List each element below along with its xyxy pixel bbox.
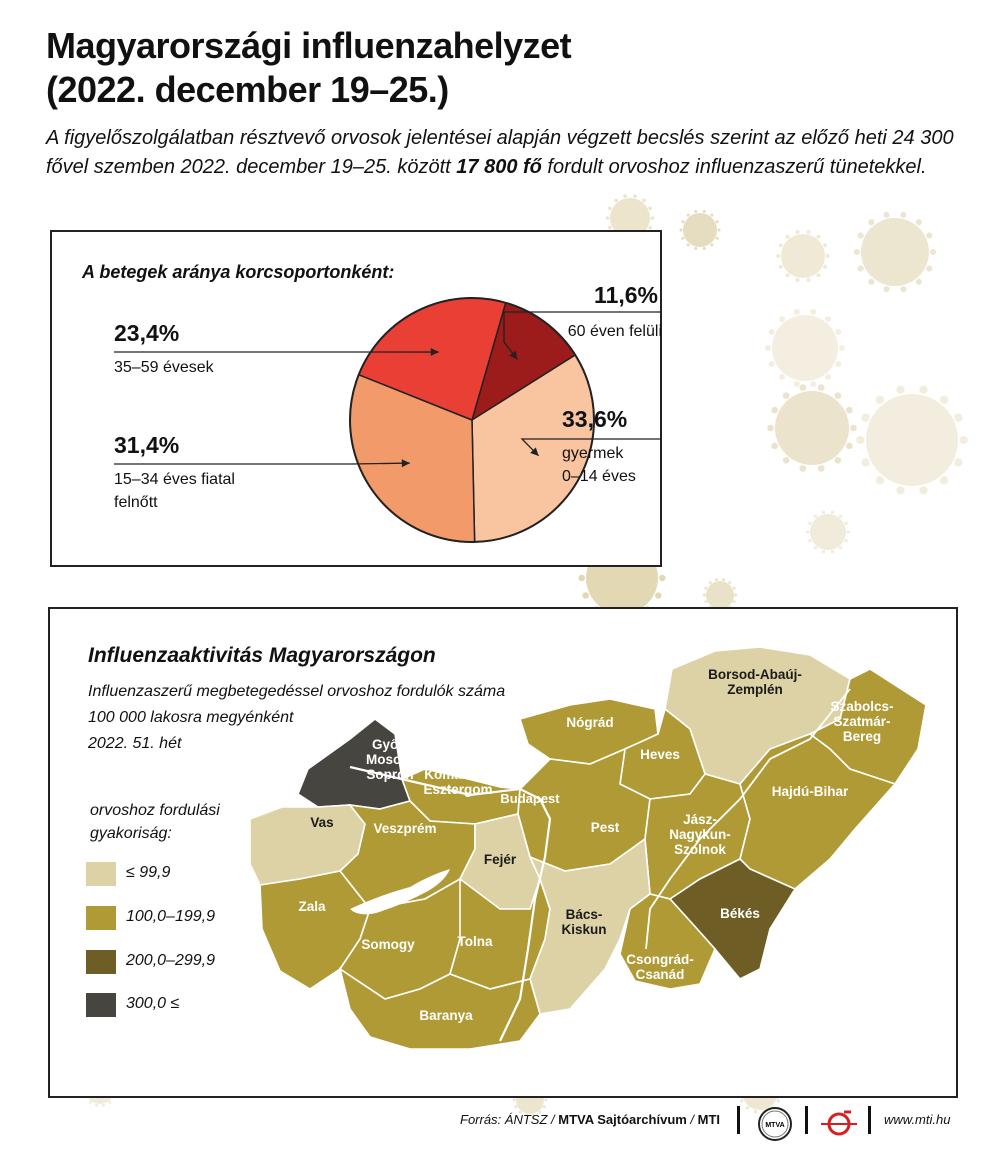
- county-label: Komárom-: [424, 767, 492, 782]
- county-label: Nagykun-: [669, 827, 731, 842]
- county-label: Szatmár-: [833, 714, 891, 729]
- pie-leader-line: [114, 463, 410, 464]
- title-line-1: Magyarországi influenzahelyzet: [46, 25, 572, 66]
- county-label: Baranya: [419, 1008, 473, 1023]
- map-subtitle-line-2: 100 000 lakosra megyénként: [88, 709, 294, 726]
- footer-divider: [805, 1106, 808, 1134]
- map-subtitle-line-1: Influenzaszerű megbetegedéssel orvoshoz fordulók száma: [88, 683, 506, 700]
- pie-value-label-0-14: 33,6%: [562, 406, 628, 432]
- county-label: Győr-: [371, 737, 409, 752]
- pie-category-60plus-text: 60 éven felüli: [567, 323, 662, 340]
- county-label: Heves: [640, 747, 680, 762]
- county-label: Tolna: [457, 934, 493, 949]
- title-line-2: (2022. december 19–25.): [46, 69, 449, 110]
- county-label: Moson-: [366, 752, 414, 767]
- county-label: Békés: [720, 906, 760, 921]
- virus-particle: [767, 384, 857, 471]
- county-label: Szabolcs-: [830, 699, 894, 714]
- legend-item: [86, 950, 286, 982]
- county-label: Pest: [590, 820, 620, 835]
- legend-swatch: [86, 993, 116, 1017]
- county-label: Zemplén: [727, 682, 783, 697]
- legend-item: [86, 906, 286, 938]
- legend-title: [90, 799, 260, 845]
- pie-category-label-0-14-line2: 0–14 éves: [562, 468, 636, 485]
- county-label: Nógrád: [566, 715, 614, 730]
- source-agency: MTI: [697, 1112, 721, 1127]
- mti-logo-icon: [818, 1104, 860, 1144]
- county-label: Somogy: [361, 937, 415, 952]
- intro-text: [46, 124, 976, 182]
- footer-divider: [737, 1106, 740, 1134]
- legend-label: ≤ 99,9: [126, 864, 171, 881]
- county-label: Bács-: [565, 907, 603, 922]
- virus-particle: [806, 511, 850, 554]
- source-archive: MTVA Sajtóarchívum: [558, 1112, 687, 1127]
- legend-item: [86, 993, 286, 1025]
- legend-swatch: [86, 862, 116, 886]
- map-title: Influenzaaktivitás Magyarországon: [88, 644, 436, 667]
- county-label: Sopron: [366, 767, 414, 782]
- county-label: Szolnok: [674, 842, 726, 857]
- pie-value-label-35-59: 23,4%: [114, 320, 180, 346]
- pie-category-label-15-34-line1: 15–34 éves fiatal: [114, 471, 235, 488]
- legend-swatch: [86, 906, 116, 930]
- virus-particle: [776, 230, 829, 282]
- pie-category-label-60plus: [492, 320, 662, 343]
- source-credit: [460, 1112, 720, 1127]
- county-label: Csanád: [635, 967, 685, 982]
- legend-label: 300,0 ≤: [126, 995, 180, 1012]
- mtva-logo-text: MTVA: [765, 1122, 785, 1129]
- legend-title-line-1: orvoshoz fordulási: [90, 802, 220, 819]
- pie-value-60plus-text: 11,6%: [594, 282, 658, 308]
- virus-particle: [765, 309, 845, 387]
- legend-label: 100,0–199,9: [126, 908, 215, 925]
- legend-item: [86, 862, 286, 894]
- source-prefix: Forrás: ÁNTSZ /: [460, 1112, 559, 1127]
- county-label: Kiskun: [561, 922, 607, 937]
- county-label: Budapest: [500, 791, 560, 806]
- map-panel: [48, 607, 958, 1098]
- virus-particle: [679, 210, 720, 250]
- county-label: Fejér: [483, 852, 517, 867]
- legend-label: 200,0–299,9: [126, 952, 215, 969]
- page-title: [46, 24, 646, 112]
- intro-highlight: 17 800 fő: [456, 156, 542, 178]
- county-label: Csongrád-: [626, 952, 694, 967]
- legend-swatch: [86, 950, 116, 974]
- mtva-logo: [755, 1104, 795, 1144]
- county-label: Veszprém: [373, 821, 437, 836]
- source-separator: /: [686, 1112, 698, 1127]
- pie-category-label-35-59: 35–59 évesek: [114, 359, 214, 376]
- website-link[interactable]: www.mti.hu: [884, 1112, 951, 1127]
- pie-chart-title: A betegek aránya korcsoportonként:: [82, 262, 395, 282]
- county-label: Zala: [298, 899, 326, 914]
- map-subtitle-line-3: 2022. 51. hét: [88, 735, 182, 752]
- intro-part-1: A figyelőszolgálatban résztvevő orvosok jelentései alapján végzett becslés szerint az előző heti 24 300 fővel szemben 2022. december 19–25. között: [46, 127, 954, 178]
- county-label: Hajdú-Bihar: [771, 784, 849, 799]
- virus-particle: [856, 386, 967, 495]
- pie-category-label-0-14-line1: gyermek: [562, 445, 624, 462]
- county-label: Bereg: [842, 729, 882, 744]
- county-label: Vas: [310, 815, 334, 830]
- intro-part-2: fordult orvoshoz influenzaszerű tünetekkel.: [541, 156, 927, 178]
- footer-divider: [868, 1106, 871, 1134]
- county-label: Borsod-Abaúj-: [708, 667, 802, 682]
- county-label: Jász-: [683, 812, 717, 827]
- pie-value-label-15-34: 31,4%: [114, 432, 180, 458]
- pie-value-label-60plus: [460, 282, 660, 309]
- county-label: Esztergom: [423, 782, 493, 797]
- virus-particle: [854, 212, 936, 292]
- pie-chart-panel: [50, 230, 662, 567]
- legend-title-line-2: gyakoriság:: [90, 825, 172, 842]
- pie-category-label-15-34-line2: felnőtt: [114, 494, 158, 511]
